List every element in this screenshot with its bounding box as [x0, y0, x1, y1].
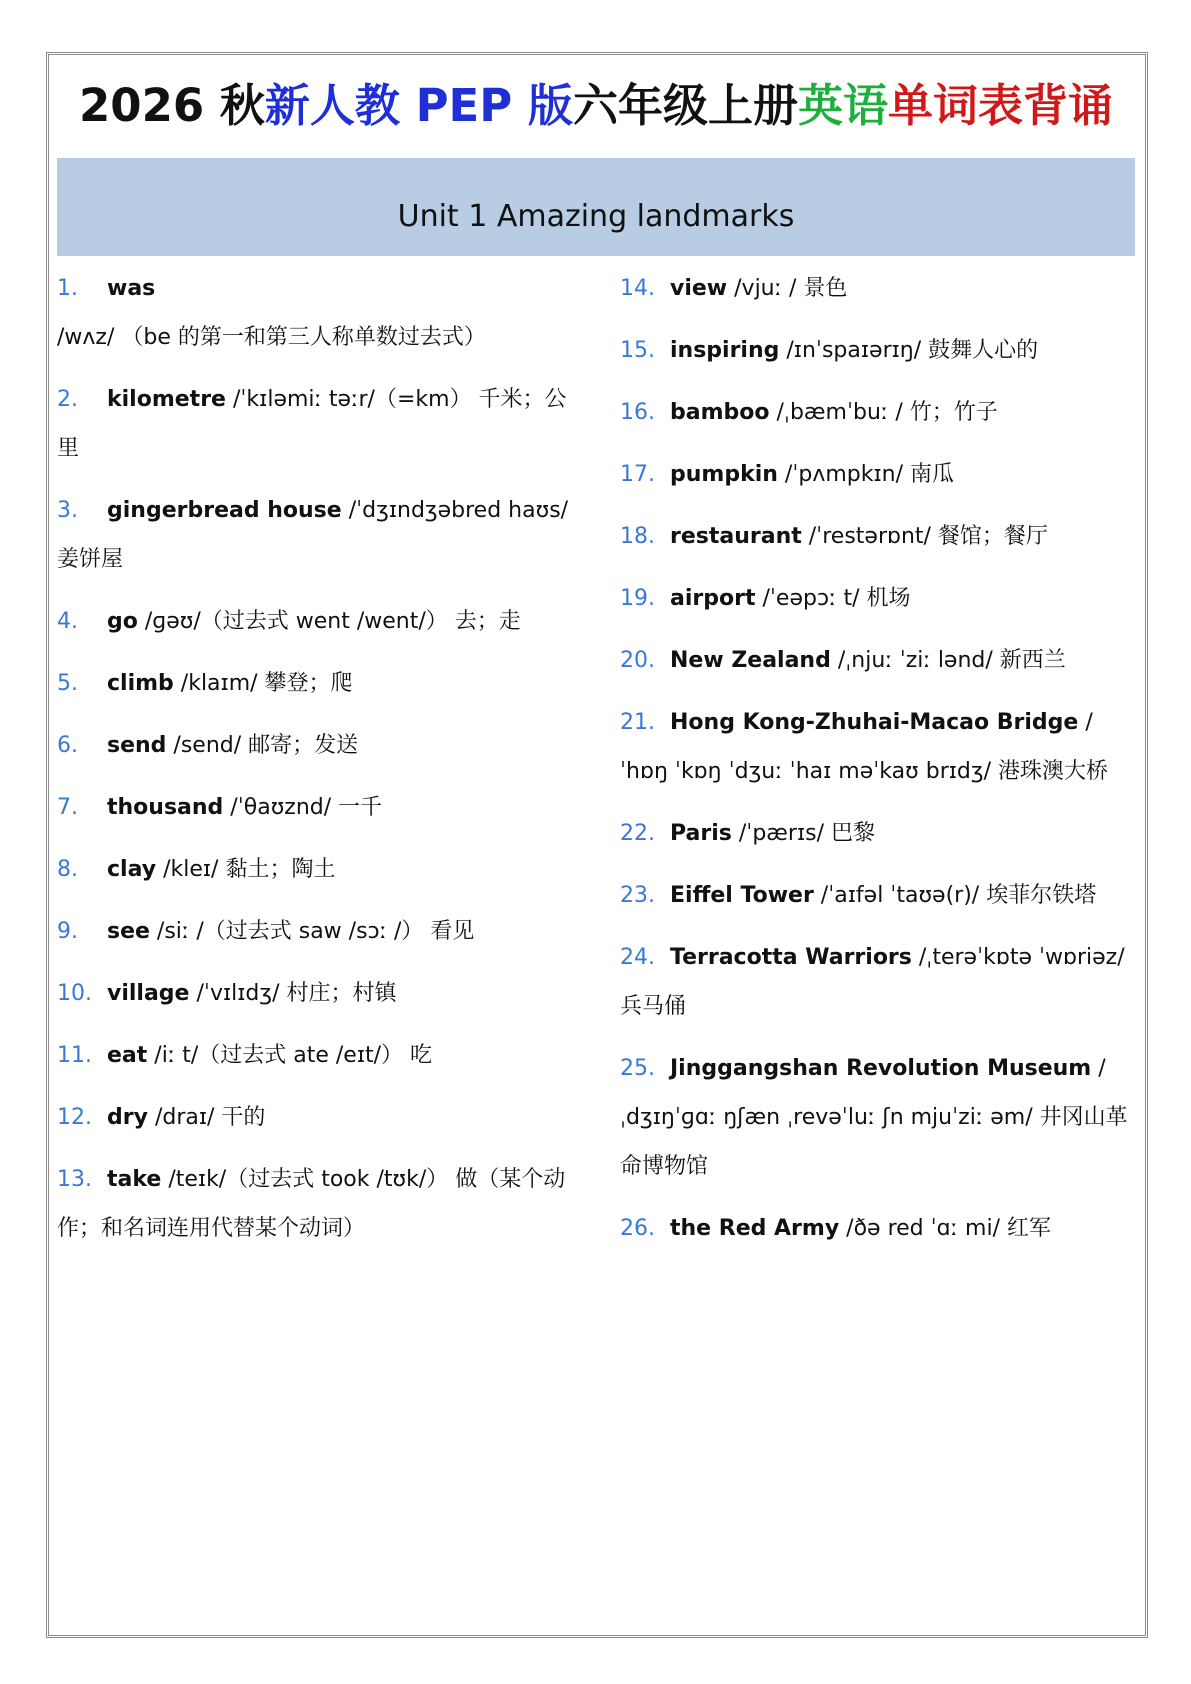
vocab-entry: [620, 388, 1140, 437]
vocab-entry: [57, 783, 585, 832]
entry-phonetic-and-meaning: /teɪk/（过去式 took /tʊk/） 做（某个动作；和名词连用代替某个动词）: [57, 1167, 566, 1241]
entry-number: 26.: [620, 1216, 655, 1241]
entry-number: 2.: [57, 387, 78, 412]
entry-word: eat: [107, 1043, 148, 1068]
entry-number: 4.: [57, 609, 78, 634]
entry-phonetic-and-meaning: /ˈθaʊznd/ 一千: [223, 795, 383, 820]
entry-word: Hong Kong-Zhuhai-Macao Bridge: [670, 710, 1079, 735]
entry-number: 20.: [620, 648, 655, 673]
vocab-entry: [620, 1204, 1140, 1253]
entry-number: 5.: [57, 671, 78, 696]
entry-number: 6.: [57, 733, 78, 758]
entry-word: restaurant: [670, 524, 802, 549]
entry-number: 9.: [57, 919, 78, 944]
vocab-entry: [57, 1155, 585, 1253]
vocab-entry: [57, 1031, 585, 1080]
entry-word: village: [107, 981, 190, 1006]
entry-number: 13.: [57, 1167, 92, 1192]
vocab-entry: [57, 375, 585, 473]
entry-phonetic-and-meaning: /kleɪ/ 黏土；陶土: [156, 857, 336, 882]
entry-number: 12.: [57, 1105, 92, 1130]
entry-phonetic-and-meaning: /ˈeəpɔː t/ 机场: [755, 586, 911, 611]
entry-phonetic-and-meaning: /siː /（过去式 saw /sɔː /） 看见: [149, 919, 475, 944]
vocab-entry: [620, 933, 1140, 1031]
entry-word: view: [670, 276, 728, 301]
entry-word: send: [107, 733, 167, 758]
vocab-entry: [57, 1093, 585, 1142]
entry-phonetic-and-meaning: /send/ 邮寄；发送: [166, 733, 359, 758]
entry-word: Terracotta Warriors: [670, 945, 912, 970]
entry-phonetic-and-meaning: /ˈaɪfəl ˈtaʊə(r)/ 埃菲尔铁塔: [813, 883, 1097, 908]
vocab-entry: [620, 450, 1140, 499]
unit-title: Unit 1 Amazing landmarks: [397, 198, 795, 234]
entry-phonetic-and-meaning: /ˈrestərɒnt/ 餐馆；餐厅: [801, 524, 1048, 549]
entry-phonetic-and-meaning: /ˈpʌmpkɪn/ 南瓜: [777, 462, 955, 487]
entry-number: 19.: [620, 586, 655, 611]
vocab-entry: [620, 326, 1140, 375]
entry-number: 17.: [620, 462, 655, 487]
title-part-purpose: 单词表背诵: [887, 78, 1113, 132]
entry-number: 18.: [620, 524, 655, 549]
entry-word: kilometre: [107, 387, 226, 412]
entry-phonetic-and-meaning: /ɡəʊ/（过去式 went /went/） 去；走: [137, 609, 521, 634]
entry-word: airport: [670, 586, 756, 611]
entry-word: clay: [107, 857, 157, 882]
entry-word: Eiffel Tower: [670, 883, 814, 908]
entry-phonetic-and-meaning: /wʌz/ （be 的第一和第三人称单数过去式）: [57, 325, 486, 350]
vocab-entry: [620, 636, 1140, 685]
entry-word: go: [107, 609, 138, 634]
unit-banner: [57, 158, 1135, 256]
entry-phonetic-and-meaning: /ˈvɪlɪdʒ/ 村庄；村镇: [189, 981, 397, 1006]
vocab-entry: [620, 574, 1140, 623]
vocab-entry: [57, 597, 585, 646]
entry-phonetic-and-meaning: /iː t/（过去式 ate /eɪt/） 吃: [147, 1043, 433, 1068]
title-part-subject: 英语: [797, 78, 888, 132]
entry-number: 16.: [620, 400, 655, 425]
vocab-entry: [620, 809, 1140, 858]
vocab-entry: [57, 969, 585, 1018]
vocab-entry: [57, 659, 585, 708]
entry-phonetic-and-meaning: /ˈpærɪs/ 巴黎: [731, 821, 875, 846]
entry-word: Jinggangshan Revolution Museum: [670, 1056, 1092, 1081]
entry-word: thousand: [107, 795, 224, 820]
entry-number: 21.: [620, 710, 655, 735]
entry-word: was: [107, 276, 156, 301]
vocab-entry: [620, 512, 1140, 561]
title-part-year: 2026 秋: [78, 78, 265, 132]
entry-word: pumpkin: [670, 462, 778, 487]
vocab-entry: [57, 907, 585, 956]
vocab-entry: [57, 264, 585, 362]
entry-number: 22.: [620, 821, 655, 846]
vocab-entry: [620, 698, 1140, 796]
entry-phonetic-and-meaning: /ɪnˈspaɪərɪŋ/ 鼓舞人心的: [779, 338, 1039, 363]
entry-phonetic-and-meaning: /ˌnjuː ˈziː lənd/ 新西兰: [830, 648, 1066, 673]
entry-word: climb: [107, 671, 174, 696]
title-part-edition: 新人教 PEP 版: [264, 78, 573, 132]
entry-number: 25.: [620, 1056, 655, 1081]
entry-number: 15.: [620, 338, 655, 363]
entry-word: Paris: [670, 821, 732, 846]
entry-number: 7.: [57, 795, 78, 820]
entry-word: gingerbread house: [107, 498, 342, 523]
entry-word: New Zealand: [670, 648, 831, 673]
entry-word: take: [107, 1167, 162, 1192]
entry-number: 11.: [57, 1043, 92, 1068]
entry-word: see: [107, 919, 150, 944]
entry-word: inspiring: [670, 338, 780, 363]
vocab-entry: [57, 721, 585, 770]
entry-number: 8.: [57, 857, 78, 882]
entry-word: the Red Army: [670, 1216, 840, 1241]
entry-number: 14.: [620, 276, 655, 301]
vocab-entry: [57, 845, 585, 894]
entry-phonetic-and-meaning: /ˌbæmˈbuː / 竹；竹子: [769, 400, 998, 425]
entry-word: bamboo: [670, 400, 770, 425]
vocab-entry: [57, 486, 585, 584]
entry-word: dry: [107, 1105, 148, 1130]
entry-number: 1.: [57, 276, 78, 301]
entry-phonetic-and-meaning: /ˈhɒŋ ˈkɒŋ ˈdʒuː ˈhaɪ məˈkaʊ brɪdʒ/ 港珠澳大桥: [620, 710, 1108, 784]
entry-phonetic-and-meaning: /ˌterəˈkɒtə ˈwɒriəz/ 兵马俑: [620, 945, 1125, 1019]
entry-number: 3.: [57, 498, 78, 523]
vocab-entry: [620, 1044, 1140, 1191]
entry-phonetic-and-meaning: /klaɪm/ 攀登；爬: [173, 671, 353, 696]
page-title: [56, 66, 1136, 136]
vocab-entry: [620, 871, 1140, 920]
entry-phonetic-and-meaning: /ˈdʒɪndʒəbred haʊs/ 姜饼屋: [57, 498, 569, 572]
entry-phonetic-and-meaning: /ðə red ˈɑː mi/ 红军: [839, 1216, 1051, 1241]
vocab-entry: [620, 264, 1140, 313]
entry-number: 10.: [57, 981, 92, 1006]
vocab-column-right: [620, 264, 1140, 1266]
entry-phonetic-and-meaning: /ˌdʒɪŋˈɡɑː ŋʃæn ˌrevəˈluː ʃn mjuˈziː əm/ 井冈山革命博物馆: [620, 1056, 1128, 1179]
title-part-grade: 六年级上册: [572, 78, 798, 132]
entry-phonetic-and-meaning: /ˈkɪləmiː təːr/（=km） 千米；公里: [57, 387, 567, 461]
vocab-column-left: [57, 264, 585, 1266]
entry-phonetic-and-meaning: /draɪ/ 干的: [147, 1105, 266, 1130]
entry-number: 24.: [620, 945, 655, 970]
entry-number: 23.: [620, 883, 655, 908]
entry-phonetic-and-meaning: /vjuː / 景色: [727, 276, 848, 301]
